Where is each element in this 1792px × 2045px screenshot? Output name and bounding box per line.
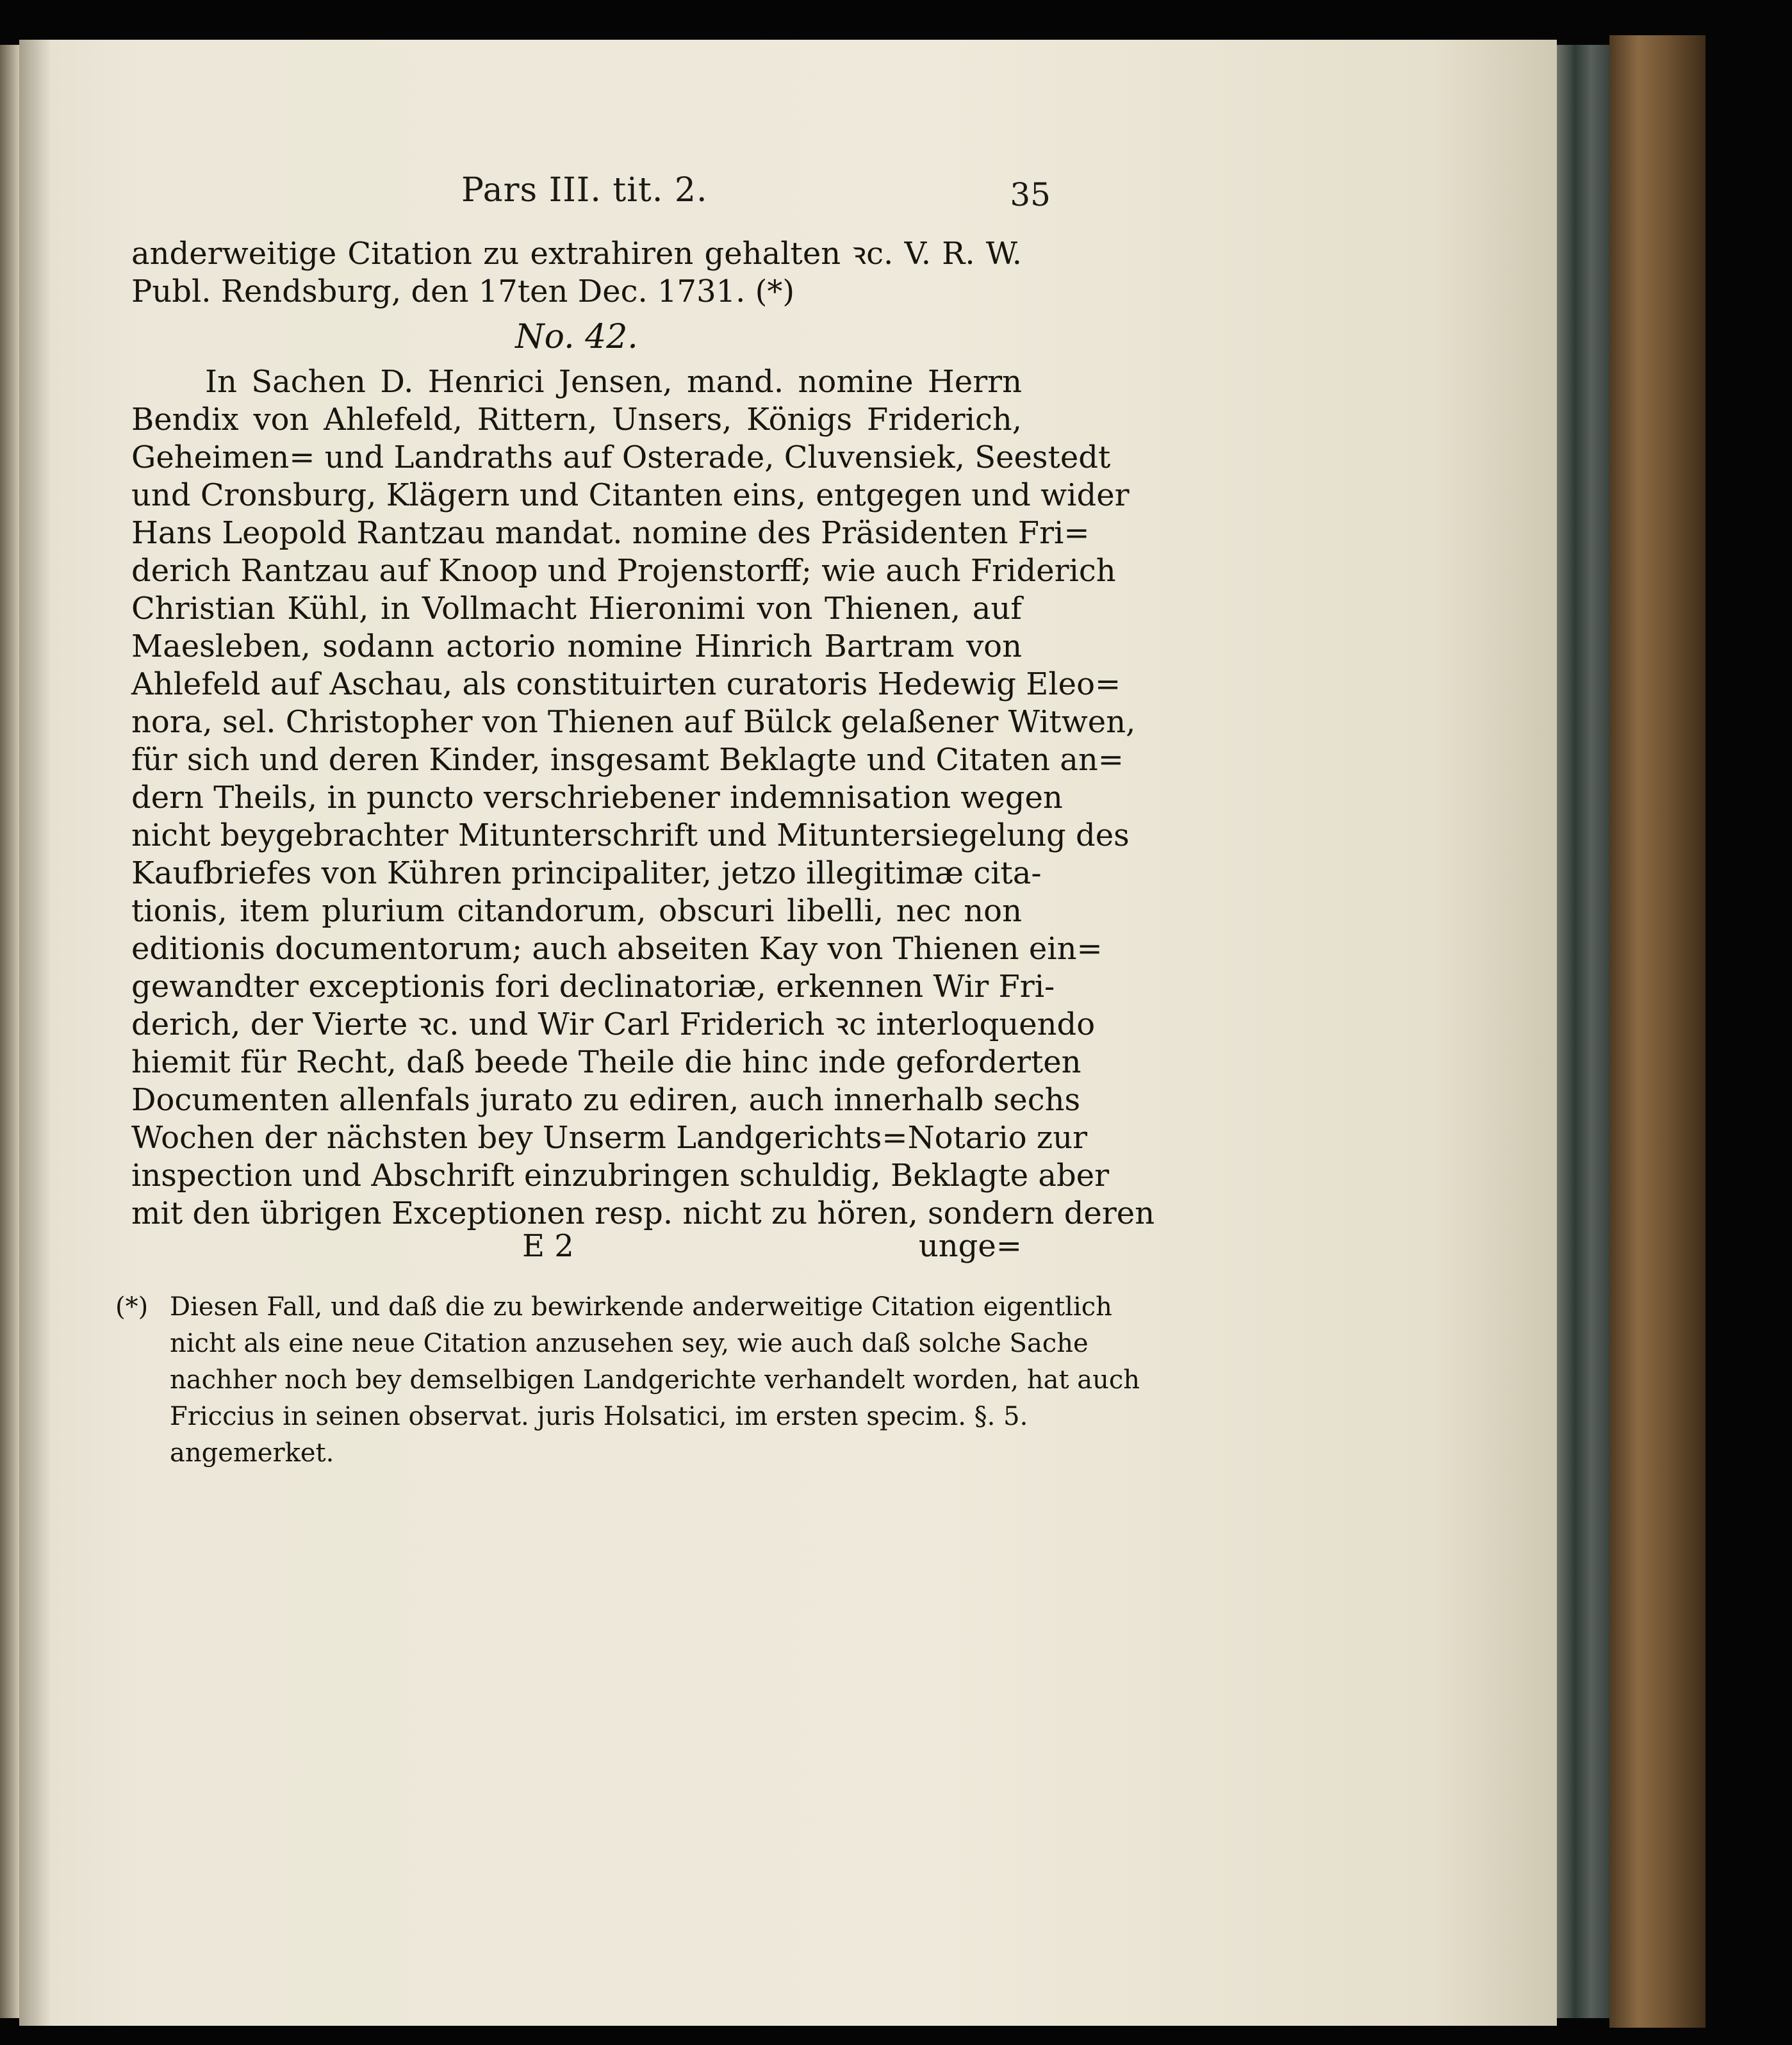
footnote-line — [115, 1289, 1112, 1326]
text-line: derich, der Vierte ꝛc. und Wir Carl Friderich ꝛc interloquendo — [131, 1006, 1096, 1042]
text-line: anderweitige Citation zu extrahiren gehalten ꝛc. V. R. W. — [131, 236, 1022, 272]
footnote — [115, 1289, 1140, 1472]
text-line: Documenten allenfals jurato zu ediren, auch innerhalb sechs — [131, 1082, 1081, 1118]
book-binding — [1609, 35, 1706, 2028]
text-line: editionis documentorum; auch abseiten Kay von Thienen ein= — [131, 931, 1103, 967]
text-line: hiemit für Recht, daß beede Theile die hinc inde geforderten — [131, 1044, 1081, 1080]
text-line: Publ. Rendsburg, den 17ten Dec. 1731. (*) — [131, 274, 795, 309]
text-line: nicht beygebrachter Mitunterschrift und Mituntersiegelung des — [131, 817, 1130, 853]
footnote-line: angemerket. — [170, 1438, 334, 1468]
text-line: Kaufbriefes von Kühren principaliter, jetzo illegitimæ cita- — [131, 855, 1042, 891]
text-line: nora, sel. Christopher von Thienen auf Bülck gelaßener Witwen, — [131, 704, 1136, 740]
catchword: unge= — [918, 1228, 1022, 1264]
text-line: Maesleben, sodann actorio nomine Hinrich Bartram von — [131, 628, 1022, 664]
text-line: mit den übrigen Exceptionen resp. nicht zu hören, sondern deren — [131, 1195, 1155, 1231]
footnote-marker: (*) — [115, 1292, 149, 1322]
running-head: Pars III. tit. 2. — [461, 171, 708, 209]
footnote-line: nicht als eine neue Citation anzusehen sey, wie auch daß solche Sache — [170, 1329, 1089, 1358]
case-number-heading: No. 42. — [515, 318, 638, 356]
text-line: und Cronsburg, Klägern und Citanten eins, entgegen und wider — [131, 477, 1130, 513]
page-gutter-shadow — [19, 40, 51, 2026]
page-fore-edge — [1557, 45, 1609, 2018]
text-line: inspection und Abschrift einzubringen schuldig, Beklagte aber — [131, 1158, 1110, 1194]
footnote-line: Friccius in seinen observat. juris Holsatici, im ersten specim. §. 5. — [170, 1402, 1028, 1431]
text-line: derich Rantzau auf Knoop und Projenstorff; wie auch Friderich — [131, 553, 1116, 589]
text-line: Geheimen= und Landraths auf Osterade, Cluvensiek, Seestedt — [131, 439, 1111, 475]
footnote-line: nachher noch bey demselbigen Landgerichte verhandelt worden, hat auch — [170, 1365, 1140, 1395]
text-line: für sich und deren Kinder, insgesamt Beklagte und Citaten an= — [131, 742, 1124, 778]
text-line: gewandter exceptionis fori declinatoriæ, erkennen Wir Fri- — [131, 969, 1055, 1005]
book-page — [19, 40, 1557, 2026]
text-line: Christian Kühl, in Vollmacht Hieronimi von Thienen, auf — [131, 591, 1022, 627]
text-line: Hans Leopold Rantzau mandat. nomine des Präsidenten Fri= — [131, 515, 1090, 551]
page-header — [455, 171, 1051, 216]
main-text — [131, 235, 1155, 1233]
text-line: tionis, item plurium citandorum, obscuri libelli, nec non — [131, 893, 1022, 929]
footnote-text: Diesen Fall, und daß die zu bewirkende anderweitige Citation eigentlich — [170, 1292, 1112, 1322]
text-line: dern Theils, in puncto verschriebener indemnisation wegen — [131, 780, 1063, 816]
text-line: Wochen der nächsten bey Unserm Landgerichts=Notario zur — [131, 1120, 1088, 1156]
left-page-edge — [0, 45, 19, 2018]
page-number: 35 — [1010, 176, 1051, 213]
text-line: Bendix von Ahlefeld, Rittern, Unsers, Königs Friderich, — [131, 402, 1022, 438]
signature-row — [131, 1228, 1022, 1267]
text-line: Ahlefeld auf Aschau, als constituirten curatoris Hedewig Eleo= — [131, 666, 1121, 702]
text-line: In Sachen D. Henrici Jensen, mand. nomine Herrn — [205, 364, 1022, 400]
signature-mark: E 2 — [522, 1228, 574, 1264]
